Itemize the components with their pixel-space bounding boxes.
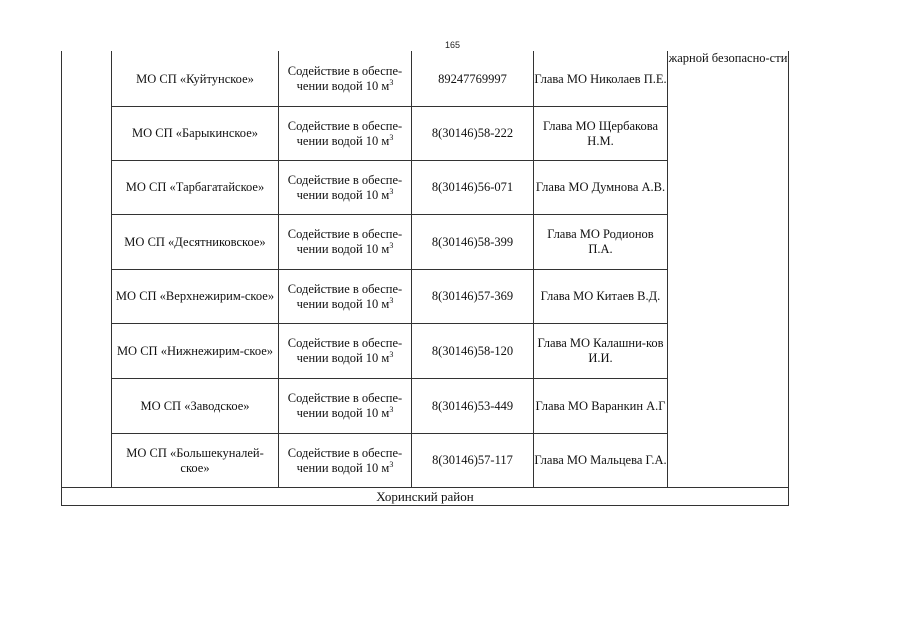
cell-org: МО СП «Тарбагатайское» xyxy=(125,180,265,194)
cell-phone: 8(30146)57-117 xyxy=(432,453,513,467)
cell-phone: 8(30146)56-071 xyxy=(431,180,514,194)
cell-head: Глава МО Думнова А.В. xyxy=(535,180,666,194)
cell-org: МО СП «Заводское» xyxy=(140,398,250,413)
cell-phone: 8(30146)53-449 xyxy=(431,398,514,413)
cell-phone: 8(30146)58-399 xyxy=(431,234,514,249)
cell-head: Глава МО Варанкин А.Г xyxy=(535,398,666,413)
cell-org: МО СП «Барыкинское» xyxy=(131,126,259,140)
table-border-bottom xyxy=(61,505,789,506)
continued-cell-text: жарной безопасно-сти xyxy=(668,51,788,65)
cell-phone: 8(30146)58-222 xyxy=(431,126,514,140)
table-border-left xyxy=(61,51,62,506)
cell-phone: 8(30146)58-120 xyxy=(431,343,514,358)
cell-phone: 8(30146)57-369 xyxy=(431,289,514,303)
cell-head: Глава МО Китаев В.Д. xyxy=(540,289,661,303)
cell-head: Глава МО Родионов П.А. xyxy=(547,227,654,256)
cell-phone: 89247769997 xyxy=(438,71,507,86)
table-border-right xyxy=(788,51,789,506)
cell-action: Содействие в обеспе-чении водой 10 $м^3$ xyxy=(287,336,403,365)
cell-action: Содействие в обеспе-чении водой 10 $м^3$ xyxy=(287,172,403,202)
cell-action: Содействие в обеспе-чении водой 10 $м^3$ xyxy=(287,281,403,311)
cell-action: Содействие в обеспе-чении водой 10 $м^3$ xyxy=(287,64,403,93)
cell-org: МО СП «Большекуналей-ское» xyxy=(126,445,264,475)
cell-head: Глава МО Калашни-ков И.И. xyxy=(537,336,664,365)
region-row: Хоринский район xyxy=(376,488,474,504)
cell-head: Глава МО Николаев П.Е. xyxy=(534,71,667,86)
cell-org: МО СП «Нижнежирим-ское» xyxy=(116,343,274,358)
cell-org: МО СП «Десятниковское» xyxy=(124,234,266,249)
cell-action: Содействие в обеспе-чении водой 10 $м^3$ xyxy=(287,227,403,256)
cell-head: Глава МО Щербакова Н.М. xyxy=(542,118,659,148)
cell-action: Содействие в обеспе-чении водой 10 $м^3$ xyxy=(287,118,403,148)
cell-head: Глава МО Мальцева Г.А. xyxy=(534,453,667,467)
cell-org: МО СП «Верхнежирим-ское» xyxy=(115,289,275,303)
page-number: 165 xyxy=(444,40,461,50)
cell-org: МО СП «Куйтунское» xyxy=(136,71,254,86)
cell-action: Содействие в обеспе-чении водой 10 $м^3$ xyxy=(287,445,403,475)
cell-action: Содействие в обеспе-чении водой 10 $м^3$ xyxy=(287,391,403,420)
